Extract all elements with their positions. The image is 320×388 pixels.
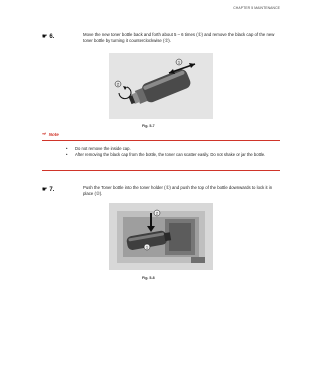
- figure-7-label-1: 1: [145, 244, 149, 250]
- pointing-hand-icon: ☛: [42, 187, 48, 193]
- chapter-header: CHAPTER 5 MAINTENANCE: [233, 6, 280, 10]
- step-7-number: 7.: [49, 186, 55, 193]
- arrow-right-icon: ⇨: [42, 131, 46, 136]
- step-6-marker: [42, 33, 54, 40]
- note-item: • Do not remove the inside cap.: [66, 146, 280, 152]
- figure-7-label-2: 2: [155, 210, 159, 216]
- note-bottom-rule: [42, 170, 280, 171]
- note-item: • After removing the black cap from the bottle, the toner can scatter easily. Do not shake or jar the bottle.: [66, 152, 280, 158]
- note-list: [66, 146, 280, 158]
- toner-bottle-figure: [109, 53, 213, 119]
- toner-holder-figure: [109, 203, 213, 270]
- note-heading: [42, 131, 59, 137]
- figure-label-2: 2: [116, 81, 120, 87]
- figure-caption-5-8: Fig. 5-8: [142, 276, 155, 280]
- step-7-text: Push the Toner bottle into the toner holder (①) and push the top of the bottle downwards to lock it in place (②).: [83, 185, 273, 197]
- step-6-text: Move the new toner bottle back and forth about 5 – 6 times (①) and remove the black cap of the new toner bottle by turning it counterclockwise (②).: [83, 32, 275, 44]
- note-title: Note: [48, 131, 59, 137]
- figure-caption-5-7: Fig. 5-7: [142, 124, 155, 128]
- note-top-rule: [42, 140, 280, 141]
- step-6-number: 6.: [49, 33, 55, 40]
- pointing-hand-icon: ☛: [42, 34, 48, 40]
- step-7-marker: [42, 186, 54, 193]
- figure-label-1: 1: [177, 59, 181, 65]
